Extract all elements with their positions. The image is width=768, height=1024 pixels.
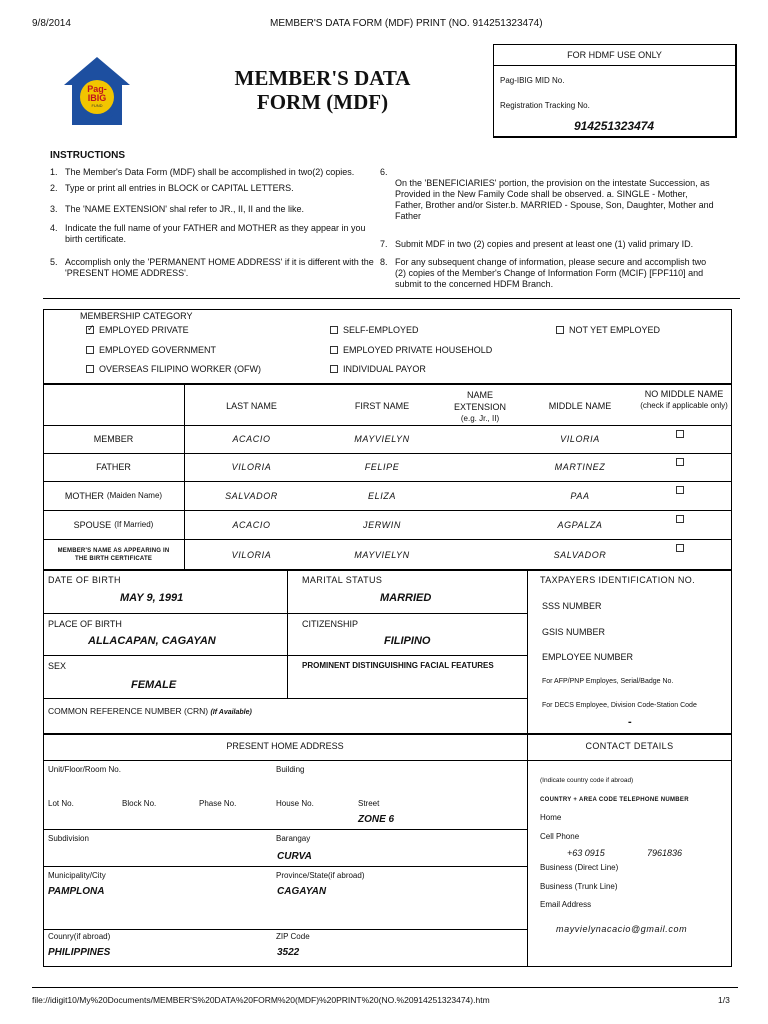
last-name-value: VILORIA <box>231 549 272 560</box>
first-name-value: ELIZA <box>367 490 396 501</box>
deped-value: - <box>628 716 632 728</box>
membership-option-label: NOT YET EMPLOYED <box>569 325 661 335</box>
instruction-number: 1. <box>50 167 58 177</box>
checkbox[interactable] <box>556 326 564 334</box>
checkbox[interactable] <box>330 326 338 334</box>
last-name-value: SALVADOR <box>225 490 278 501</box>
pagibig-logo <box>62 55 132 127</box>
instruction-number: 6. <box>380 167 388 177</box>
membership-option-overseas-filipino-worker-ofw[interactable] <box>86 364 261 374</box>
phone-col-heading: COUNTRY + AREA CODE TELEPHONE NUMBER <box>540 797 689 803</box>
pob-value: ALLACAPAN, CAGAYAN <box>88 635 216 647</box>
province-label: Province/State(if abroad) <box>276 871 365 880</box>
subdivision-label: Subdivision <box>48 834 89 843</box>
instruction-text: On the 'BENEFICIARIES' portion, the provision on the intestate Succession, as Provided in the New Family Code shall be observed. a. SINGLE - Mother, Father, Brother and/or Sister.b. MARRIED - Spouse, Son, Daughter, Mother and Father <box>395 178 714 221</box>
row-label-father: FATHER <box>96 462 131 472</box>
instruction-number: 8. <box>380 257 388 267</box>
no-middle-name-cell <box>628 481 732 510</box>
checkbox[interactable] <box>86 365 94 373</box>
membership-option-label: EMPLOYED PRIVATE <box>99 325 189 335</box>
middle-name-value: AGPALZA <box>557 519 603 530</box>
instruction-item <box>380 257 718 290</box>
membership-option-label: SELF-EMPLOYED <box>343 325 419 335</box>
email-value: mayvielynacacio@gmail.com <box>556 924 688 934</box>
col-middle-name: MIDDLE NAME <box>548 401 612 411</box>
checkbox[interactable] <box>86 326 94 334</box>
membership-option-employed-private[interactable] <box>86 325 189 335</box>
first-name-value: MAYVIELYN <box>354 434 410 444</box>
building-label: Building <box>276 765 305 774</box>
unit-label: Unit/Floor/Room No. <box>48 765 121 774</box>
province-value: CAGAYAN <box>277 886 327 897</box>
instruction-number: 5. <box>50 257 58 267</box>
first-name-value: MAYVIELYN <box>354 549 410 560</box>
last-name-value: ACACIO <box>232 434 271 444</box>
country-code-note: (Indicate country code if abroad) <box>540 777 634 784</box>
membership-option-employed-government[interactable] <box>86 345 216 355</box>
membership-option-label: EMPLOYED GOVERNMENT <box>99 345 217 355</box>
address-heading: PRESENT HOME ADDRESS <box>226 741 344 751</box>
afp-pnp-label: For AFP/PNP Employes, Serial/Badge No. <box>542 678 674 685</box>
cell-code-value: +63 0915 <box>567 848 605 858</box>
barangay-label: Barangay <box>276 834 311 843</box>
sss-label: SSS NUMBER <box>542 601 602 611</box>
first-name-value: JERWIN <box>363 519 401 530</box>
zip-value: 3522 <box>277 947 300 958</box>
name-extension-value <box>435 481 525 510</box>
employee-number-label: EMPLOYEE NUMBER <box>542 652 634 662</box>
middle-name-value: SALVADOR <box>553 549 607 560</box>
instruction-item <box>50 257 375 279</box>
deped-label: For DECS Employee, Division Code-Station Code <box>542 702 697 709</box>
checkbox[interactable] <box>330 365 338 373</box>
logo-line2: IBIG <box>87 93 107 103</box>
no-middle-name-checkbox[interactable] <box>676 430 684 438</box>
no-middle-name-cell <box>628 539 732 570</box>
col-first-name: FIRST NAME <box>354 401 410 411</box>
membership-option-label: EMPLOYED PRIVATE HOUSEHOLD <box>343 345 493 355</box>
no-middle-name-cell <box>628 425 732 453</box>
middle-name-value: VILORIA <box>560 434 600 444</box>
footer-page: 1/3 <box>718 995 730 1005</box>
instruction-text: The Member's Data Form (MDF) shall be accomplished in two(2) copies. <box>65 167 355 177</box>
name-extension-value <box>435 453 525 481</box>
cell-number-value: 7961836 <box>647 848 683 858</box>
no-middle-name-cell <box>628 510 732 539</box>
dob-label: DATE OF BIRTH <box>48 575 121 585</box>
facial-features-label: PROMINENT DISTINGUISHING FACIAL FEATURES <box>302 661 494 670</box>
gsis-label: GSIS NUMBER <box>542 627 606 637</box>
block-label: Block No. <box>122 799 157 808</box>
col-no-middle-name: NO MIDDLE NAME (check if applicable only) <box>640 389 728 410</box>
marital-value: MARRIED <box>380 592 432 604</box>
membership-option-label: OVERSEAS FILIPINO WORKER (OFW) <box>99 364 262 374</box>
sex-value: FEMALE <box>131 679 177 691</box>
membership-option-label: INDIVIDUAL PAYOR <box>343 364 426 374</box>
business-direct-label: Business (Direct Line) <box>540 863 619 872</box>
membership-heading: MEMBERSHIP CATEGORY <box>80 311 193 321</box>
row-label-mother: MOTHER (Maiden Name) <box>64 490 163 501</box>
instruction-item <box>380 167 718 222</box>
tin-label: TAXPAYERS IDENTIFICATION NO. <box>540 575 696 585</box>
barangay-value: CURVA <box>277 851 312 862</box>
membership-option-self-employed[interactable] <box>330 325 419 335</box>
home-phone-label: Home <box>540 813 562 822</box>
row-label-spouse: SPOUSE (If Married) <box>73 519 154 530</box>
instruction-item <box>380 239 718 250</box>
municipality-value: PAMPLONA <box>48 886 105 897</box>
name-extension-value <box>435 425 525 453</box>
street-label: Street <box>358 799 380 808</box>
no-middle-name-checkbox[interactable] <box>676 458 684 466</box>
logo-line3: FUND <box>91 103 103 108</box>
contact-heading: CONTACT DETAILS <box>585 741 674 751</box>
hdmf-use-box: FOR HDMF USE ONLY Pag-IBIG MID No. Registration Tracking No. 914251323474 <box>493 44 737 138</box>
crn-label: COMMON REFERENCE NUMBER (CRN) (If Available) <box>48 706 252 716</box>
cell-phone-label: Cell Phone <box>540 832 580 841</box>
membership-option-individual-payor[interactable] <box>330 364 426 374</box>
membership-option-not-yet-employed[interactable] <box>556 325 660 335</box>
middle-name-value: PAA <box>570 490 590 501</box>
membership-option-employed-private-household[interactable] <box>330 345 492 355</box>
instruction-item <box>50 183 375 194</box>
dob-value: MAY 9, 1991 <box>120 592 184 604</box>
zip-label: ZIP Code <box>276 932 310 941</box>
instruction-text: The 'NAME EXTENSION' shal refer to JR., II, II and the like. <box>65 204 305 214</box>
instruction-text: Indicate the full name of your FATHER and MOTHER as they appear in you birth certificate. <box>65 223 366 244</box>
country-label: Counry(if abroad) <box>48 932 111 941</box>
marital-label: MARITAL STATUS <box>302 575 383 585</box>
instruction-number: 7. <box>380 239 388 249</box>
no-middle-name-cell <box>628 453 732 481</box>
instruction-item <box>50 204 375 215</box>
checkbox[interactable] <box>330 346 338 354</box>
row-label-birth-cert: MEMBER'S NAME AS APPEARING IN THE BIRTH CERTIFICATE <box>57 547 170 562</box>
sex-label: SEX <box>48 661 67 671</box>
print-date: 9/8/2014 <box>32 18 71 29</box>
instruction-item <box>50 167 375 178</box>
instructions-heading: INSTRUCTIONS <box>50 150 125 161</box>
no-middle-name-checkbox[interactable] <box>676 515 684 523</box>
instruction-number: 4. <box>50 223 58 233</box>
citizenship-label: CITIZENSHIP <box>302 619 359 629</box>
row-label-member: MEMBER <box>93 434 134 444</box>
citizenship-value: FILIPINO <box>384 635 431 647</box>
last-name-value: ACACIO <box>232 519 271 530</box>
instruction-text: For any subsequent change of information, please secure and accomplish two (2) copies of the Member's Change of Information Form (MCIF) [FPF110] and submit to the concerned HDFM Branch. <box>395 257 707 289</box>
email-label: Email Address <box>540 900 592 909</box>
footer-path: file://idigit10/My%20Documents/MEMBER'S%20DATA%20FORM%20(MDF)%20PRINT%20(NO.%20914251323474).htm <box>32 995 490 1005</box>
col-name-extension: NAME EXTENSION (e.g. Jr., II) <box>453 390 506 423</box>
municipality-label: Municipality/City <box>48 871 106 880</box>
lot-label: Lot No. <box>48 799 74 808</box>
instruction-number: 2. <box>50 183 58 193</box>
instruction-item <box>50 223 375 245</box>
country-value: PHILIPPINES <box>48 947 111 958</box>
instruction-text: Submit MDF in two (2) copies and present at least one (1) valid primary ID. <box>395 239 694 249</box>
instruction-text: Type or print all entries in BLOCK or CAPITAL LETTERS. <box>65 183 294 193</box>
tracking-number: 914251323474 <box>574 119 655 133</box>
name-extension-value <box>435 539 525 570</box>
business-trunk-label: Business (Trunk Line) <box>540 882 618 891</box>
logo-line1: Pag- <box>87 84 107 94</box>
checkbox[interactable] <box>86 346 94 354</box>
first-name-value: FELIPE <box>364 462 400 472</box>
instruction-number: 3. <box>50 204 58 214</box>
house-label: House No. <box>276 799 314 808</box>
name-extension-value <box>435 510 525 539</box>
no-middle-name-checkbox[interactable] <box>676 544 684 552</box>
street-value: ZONE 6 <box>358 814 395 825</box>
no-middle-name-checkbox[interactable] <box>676 486 684 494</box>
col-last-name: LAST NAME <box>226 401 277 411</box>
pob-label: PLACE OF BIRTH <box>48 619 122 629</box>
phase-label: Phase No. <box>199 799 237 808</box>
last-name-value: VILORIA <box>231 462 272 472</box>
print-title: MEMBER'S DATA FORM (MDF) PRINT (NO. 914251323474) <box>270 18 543 29</box>
middle-name-value: MARTINEZ <box>554 462 606 472</box>
instruction-text: Accomplish only the 'PERMANENT HOME ADDRESS' if it is different with the 'PRESENT HOME ADDRESS'. <box>65 257 374 278</box>
form-title: MEMBER'S DATA FORM (MDF) <box>234 66 411 114</box>
